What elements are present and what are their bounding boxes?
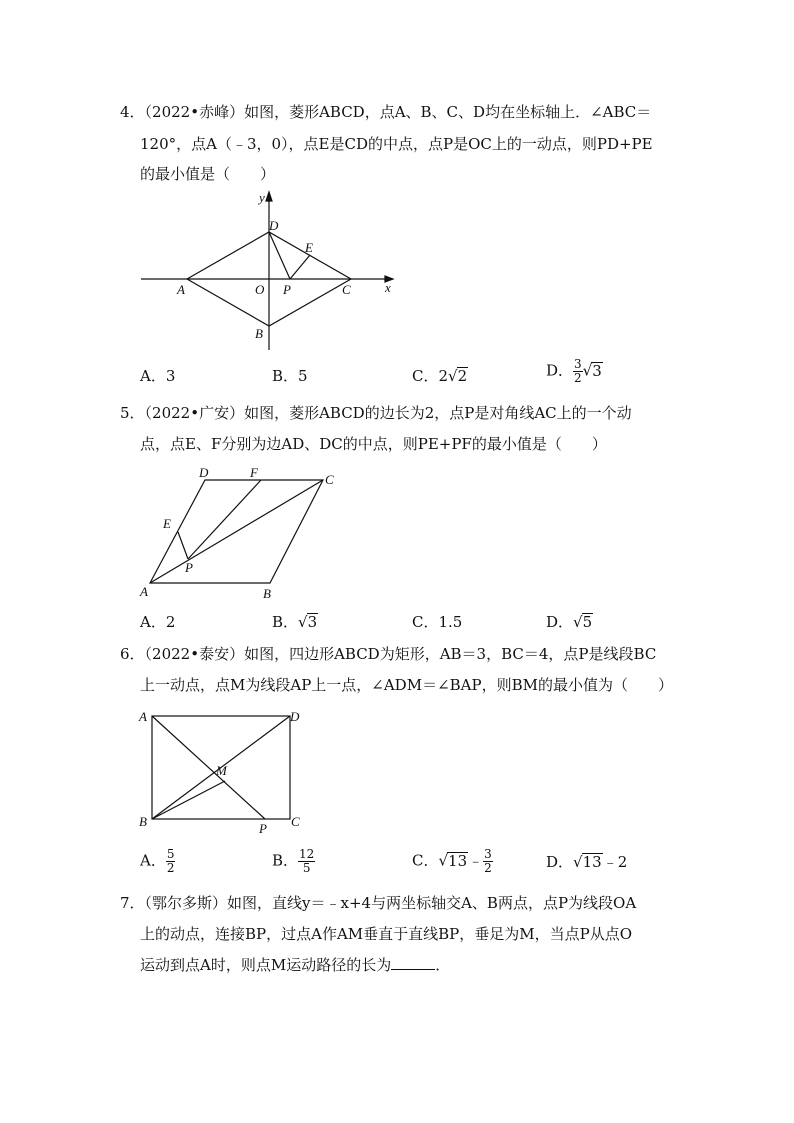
q5-label-d: D (199, 465, 209, 480)
q4-option-d[interactable]: D． $\frac{3}{2}$ √3 (546, 357, 602, 385)
q4-option-c-prefix: C．2 (412, 367, 449, 385)
q4-option-d-prefix: D． (546, 361, 574, 380)
q6-option-d-prefix: D． (546, 853, 574, 871)
q7-text-line-3 (140, 955, 450, 975)
q6-text-line-2: 上一动点，点M为线段AP上一点，∠ADM＝∠BAP，则BM的最小值为（ ） (140, 676, 673, 694)
q4-option-a[interactable]: A．3 (140, 367, 176, 385)
q7-text-line-2: 上的动点，连接BP，过点A作AM垂直于直线BP，垂足为M，当点P从点O (140, 925, 633, 943)
q5-label-b: B (263, 586, 271, 601)
q4-segment-pe (290, 255, 310, 279)
q4-option-c[interactable]: C．2√2 (412, 367, 468, 385)
q6-label-p: P (259, 821, 267, 836)
q6-option-d[interactable]: D．√13﹣2 (546, 853, 628, 871)
q4-option-d-numerator: 3 (574, 357, 582, 371)
q6-option-b[interactable] (272, 848, 315, 875)
q6-option-c-denominator: 2 (484, 861, 492, 875)
q6-option-c[interactable]: C．√13﹣ $\frac{3}{2}$ (412, 847, 492, 875)
q5-label-c: C (325, 472, 334, 487)
q5-label-a: A (140, 584, 148, 599)
q6-label-a: A (139, 709, 147, 724)
q5-text-line-2: 点，点E、F分别为边AD、DC的中点，则PE+PF的最小值是（ ） (140, 435, 607, 453)
q6-option-b-prefix: B． (272, 851, 299, 870)
q4-text-line-3: 的最小值是（ ） (140, 165, 276, 183)
q5-label-e: E (163, 516, 171, 531)
q7-answer-blank[interactable] (391, 955, 435, 970)
q4-option-b[interactable]: B．5 (272, 367, 308, 385)
q5-label-f: F (250, 465, 258, 480)
q4-segment-pd (269, 232, 290, 279)
q6-rectangle-figure (135, 704, 320, 839)
q6-option-c-prefix: C． (412, 851, 439, 870)
q6-option-a[interactable] (140, 848, 175, 875)
q4-label-p: P (283, 282, 291, 297)
q7-text-line-1: 7．（鄂尔多斯）如图，直线y＝﹣x+4与两坐标轴交A、B两点，点P为线段OA (120, 894, 637, 912)
q4-y-axis-arrow (266, 192, 272, 201)
q7-text-line-3-end: ． (435, 956, 451, 974)
q5-option-d-radicand: 5 (582, 613, 593, 631)
q6-option-a-fraction (166, 848, 176, 875)
q6-option-c-fraction (483, 848, 493, 875)
q4-option-d-fraction (573, 358, 583, 385)
q5-option-a[interactable]: A．2 (140, 613, 176, 631)
q6-option-b-denominator: 5 (302, 861, 311, 875)
q4-option-c-radicand: 2 (457, 367, 468, 385)
q4-text-line-1: 4．（2022•赤峰）如图，菱形ABCD，点A、B、C、D均在坐标轴上．∠ABC＝ (120, 103, 652, 121)
q4-rhombus-figure (135, 188, 405, 353)
q4-label-b: B (255, 326, 263, 341)
q6-option-b-fraction (298, 848, 315, 875)
q6-segment-ap (152, 716, 265, 819)
q6-option-a-denominator: 2 (166, 861, 175, 875)
q6-option-c-numerator: 3 (484, 847, 492, 861)
q5-rhombus-figure (135, 462, 350, 602)
q6-segment-bm (152, 781, 225, 819)
q4-label-c: C (342, 282, 351, 297)
q5-option-d[interactable]: D．√5 (546, 613, 593, 631)
q6-option-a-numerator: 5 (166, 847, 175, 861)
q5-text-line-1: 5．（2022•广安）如图，菱形ABCD的边长为2，点P是对角线AC上的一个动 (120, 404, 632, 422)
q5-label-p: P (185, 560, 193, 575)
q5-segment-pe (178, 532, 188, 559)
q7-text-line-3-body: 运动到点A时，则点M运动路径的长为 (140, 956, 392, 974)
q4-label-x: x (385, 280, 391, 295)
q6-option-a-prefix: A． (140, 851, 166, 870)
q4-label-e: E (305, 240, 313, 255)
q6-label-b: B (139, 814, 147, 829)
q6-text-line-1: 6．（2022•泰安）如图，四边形ABCD为矩形，AB＝3，BC＝4，点P是线段BC (120, 645, 657, 663)
q5-option-b[interactable]: B．√3 (272, 613, 318, 631)
q6-option-d-suffix: ﹣2 (602, 853, 628, 871)
q6-label-c: C (291, 814, 300, 829)
q6-option-c-minus: ﹣ (468, 851, 484, 870)
q4-option-d-denominator: 2 (574, 371, 582, 385)
q5-option-b-prefix: B． (272, 613, 299, 631)
q6-option-c-radicand: 13 (448, 851, 468, 870)
q4-label-a: A (177, 282, 185, 297)
q6-label-d: D (290, 709, 300, 724)
q6-option-d-radicand: 13 (582, 853, 602, 871)
q6-option-b-numerator: 12 (299, 847, 315, 861)
q4-label-d: D (269, 218, 279, 233)
q5-option-c[interactable]: C．1.5 (412, 613, 463, 631)
q4-label-y: y (259, 190, 265, 205)
q5-option-b-radicand: 3 (307, 613, 318, 631)
q5-option-d-prefix: D． (546, 613, 574, 631)
q4-label-o: O (255, 282, 265, 297)
q6-label-m: M (216, 763, 227, 778)
q4-option-d-radicand: 3 (592, 361, 602, 380)
q4-text-line-2: 120°，点A（﹣3，0），点E是CD的中点，点P是OC上的一动点，则PD+PE (140, 135, 653, 153)
